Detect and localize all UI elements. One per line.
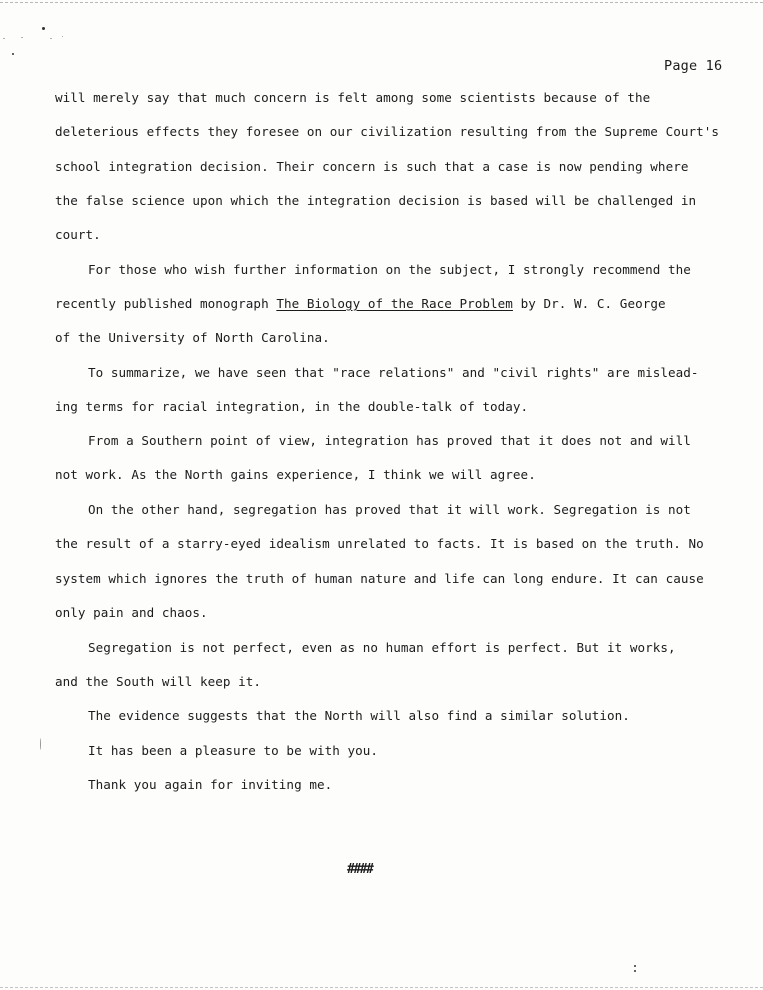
paragraph-line: Segregation is not perfect, even as no human effort is perfect. But it works, [88,640,676,655]
scan-speck [50,38,52,39]
paragraph-line: of the University of North Carolina. [55,330,330,345]
paragraph-line: system which ignores the truth of human nature and life can long endure. It can cause [55,571,704,586]
end-mark: #### [347,862,373,877]
paragraph-line [55,296,666,312]
scan-speck [40,738,41,750]
paragraph-line: The evidence suggests that the North will also find a similar solution. [88,708,630,723]
paragraph-line: On the other hand, segregation has proved that it will work. Segregation is not [88,502,691,517]
scan-speck [12,53,14,55]
paragraph-line: not work. As the North gains experience, I think we will agree. [55,467,536,482]
paragraph-line: deleterious effects they foresee on our civilization resulting from the Supreme Court's [55,124,719,139]
paragraph-line: To summarize, we have seen that "race relations" and "civil rights" are mislead- [88,365,699,380]
paragraph-line: the false science upon which the integration decision is based will be challenged in [55,193,697,208]
page-number: Page 16 [664,58,723,74]
paragraph-line: school integration decision. Their concern is such that a case is now pending where [55,159,689,174]
top-scan-border [0,2,763,3]
monograph-title: The Biology of the Race Problem [276,296,513,311]
paragraph-line: and the South will keep it. [55,674,262,689]
paragraph-line: court. [55,227,101,242]
paragraph-line: It has been a pleasure to be with you. [88,743,379,758]
scan-speck [634,970,636,972]
scan-speck [634,965,636,967]
paragraph-line: will merely say that much concern is felt among some scientists because of the [55,90,651,105]
line-text: by Dr. W. C. George [520,296,666,311]
paragraph-line: only pain and chaos. [55,605,208,620]
bottom-scan-border [0,987,763,988]
paragraph-line: the result of a starry-eyed idealism unrelated to facts. It is based on the truth. No [55,536,704,551]
scan-speck [42,27,45,30]
scan-speck [62,36,63,37]
scan-speck [3,38,5,39]
scan-speck [21,37,23,38]
paragraph-line: From a Southern point of view, integration has proved that it does not and will [88,433,691,448]
paragraph-line: For those who wish further information on the subject, I strongly recommend the [88,262,691,277]
paragraph-line: ing terms for racial integration, in the double-talk of today. [55,399,529,414]
line-text: recently published monograph [55,296,277,311]
paragraph-line: Thank you again for inviting me. [88,777,333,792]
